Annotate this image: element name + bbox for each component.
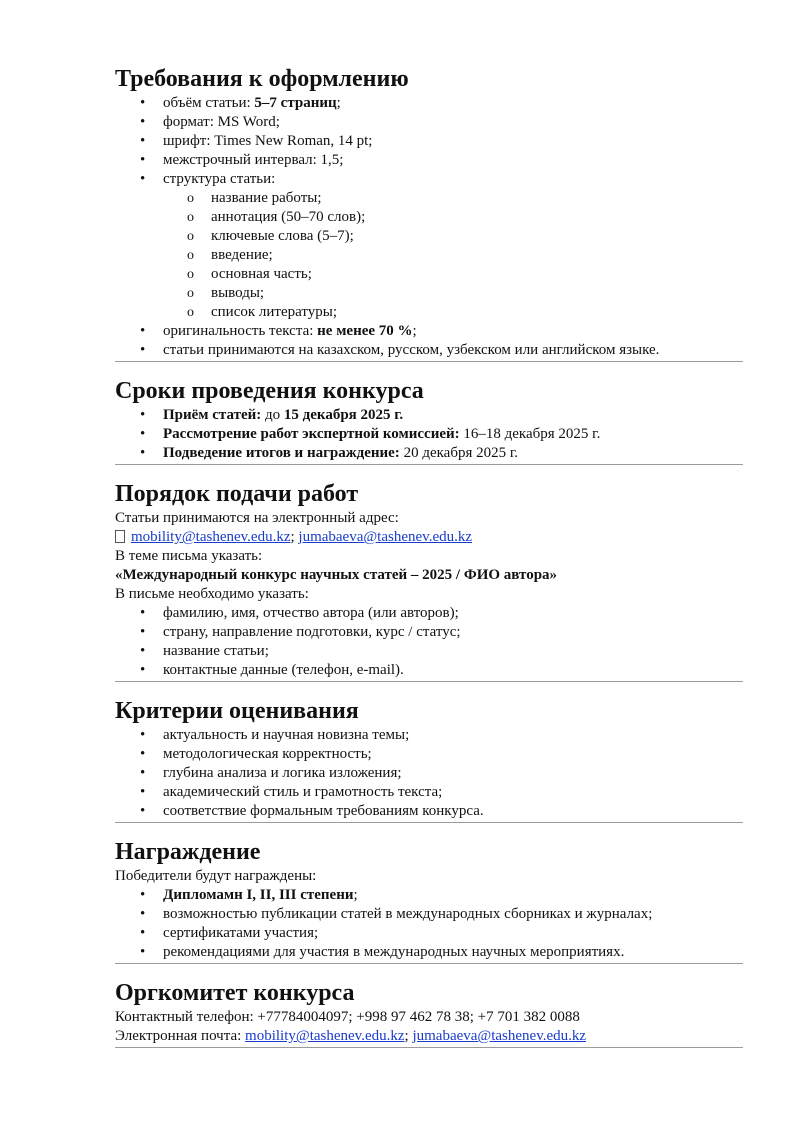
list-item: • название статьи;	[115, 642, 743, 661]
list-item: • объём статьи: 5–7 страниц;	[115, 94, 743, 113]
list-item: • оригинальность текста: не менее 70 %;	[115, 322, 743, 341]
email-link-jumabaeva[interactable]: jumabaeva@tashenev.edu.kz	[412, 1028, 587, 1044]
list-item: • методологическая корректность;	[115, 745, 743, 764]
list-item: • соответствие формальным требованиям конкурса.	[115, 802, 743, 821]
list-item: • фамилию, имя, отчество автора (или авторов);	[115, 604, 743, 623]
sub-list-item: o основная часть;	[115, 265, 743, 284]
list-item: • страну, направление подготовки, курс / статус;	[115, 623, 743, 642]
committee-phone: Контактный телефон: +77784004097; +998 97 462 78 38; +7 701 382 0088	[115, 1009, 580, 1025]
list-item: • межстрочный интервал: 1,5;	[115, 151, 743, 170]
list-item: • Подведение итогов и награждение: 20 декабря 2025 г.	[115, 444, 743, 463]
submission-list	[115, 604, 743, 680]
section-spacer	[115, 362, 743, 376]
email-link-mobility[interactable]: mobility@tashenev.edu.kz	[131, 529, 291, 545]
letter-label: В письме необходимо указать:	[115, 586, 309, 602]
committee-heading: Оргкомитет конкурса	[115, 980, 355, 1006]
committee-section	[115, 978, 743, 1048]
awards-intro: Победители будут награждены:	[115, 868, 317, 884]
list-item: • структура статьи:	[115, 170, 743, 189]
requirements-heading: Требования к оформлению	[115, 66, 409, 92]
dates-list	[115, 406, 743, 463]
requirements-list	[115, 94, 743, 360]
criteria-list	[115, 726, 743, 821]
section-spacer	[115, 964, 743, 978]
subject-label: В теме письма указать:	[115, 548, 263, 564]
requirements-section	[115, 64, 743, 362]
submission-section	[115, 479, 743, 682]
submission-intro: Статьи принимаются на электронный адрес:	[115, 510, 399, 526]
list-item: • академический стиль и грамотность текста;	[115, 783, 743, 802]
submission-heading: Порядок подачи работ	[115, 481, 359, 507]
sub-list-item: o аннотация (50–70 слов);	[115, 208, 743, 227]
awards-heading: Награждение	[115, 839, 261, 865]
committee-email: Электронная почта: mobility@tashenev.edu.kz; jumabaeva@tashenev.edu.kz	[115, 1028, 587, 1044]
email-link-jumabaeva[interactable]: jumabaeva@tashenev.edu.kz	[298, 529, 473, 545]
section-spacer	[115, 682, 743, 696]
sub-list-item: o список литературы;	[115, 303, 743, 322]
awards-section	[115, 837, 743, 964]
section-spacer	[115, 465, 743, 479]
missing-glyph-icon	[115, 530, 125, 543]
awards-list	[115, 886, 743, 962]
dates-heading: Сроки проведения конкурса	[115, 378, 424, 404]
list-item: • глубина анализа и логика изложения;	[115, 764, 743, 783]
list-item: • Дипломамн I, II, III степени;	[115, 886, 743, 905]
list-item: • Рассмотрение работ экспертной комиссией: 16–18 декабря 2025 г.	[115, 425, 743, 444]
list-item: • шрифт: Times New Roman, 14 pt;	[115, 132, 743, 151]
dates-section	[115, 376, 743, 465]
list-item: • актуальность и научная новизна темы;	[115, 726, 743, 745]
criteria-heading: Критерии оценивания	[115, 698, 359, 724]
sub-list-item: o введение;	[115, 246, 743, 265]
sub-list-item: o ключевые слова (5–7);	[115, 227, 743, 246]
email-link-mobility[interactable]: mobility@tashenev.edu.kz	[245, 1028, 405, 1044]
section-spacer	[115, 823, 743, 837]
subject-value: «Международный конкурс научных статей – 2025 / ФИО автора»	[115, 567, 558, 583]
list-item: • статьи принимаются на казахском, русском, узбекском или английском языке.	[115, 341, 743, 360]
list-item: • рекомендациями для участия в международных научных мероприятиях.	[115, 943, 743, 962]
list-item: • контактные данные (телефон, e-mail).	[115, 661, 743, 680]
list-item: • Приём статей: до 15 декабря 2025 г.	[115, 406, 743, 425]
document-page	[115, 64, 743, 1048]
criteria-section	[115, 696, 743, 823]
sub-list-item: o выводы;	[115, 284, 743, 303]
submission-emails: mobility@tashenev.edu.kz; jumabaeva@tashenev.edu.kz	[115, 528, 743, 547]
sub-list-item: o название работы;	[115, 189, 743, 208]
list-item: • сертификатами участия;	[115, 924, 743, 943]
list-item: • возможностью публикации статей в международных сборниках и журналах;	[115, 905, 743, 924]
list-item: • формат: MS Word;	[115, 113, 743, 132]
